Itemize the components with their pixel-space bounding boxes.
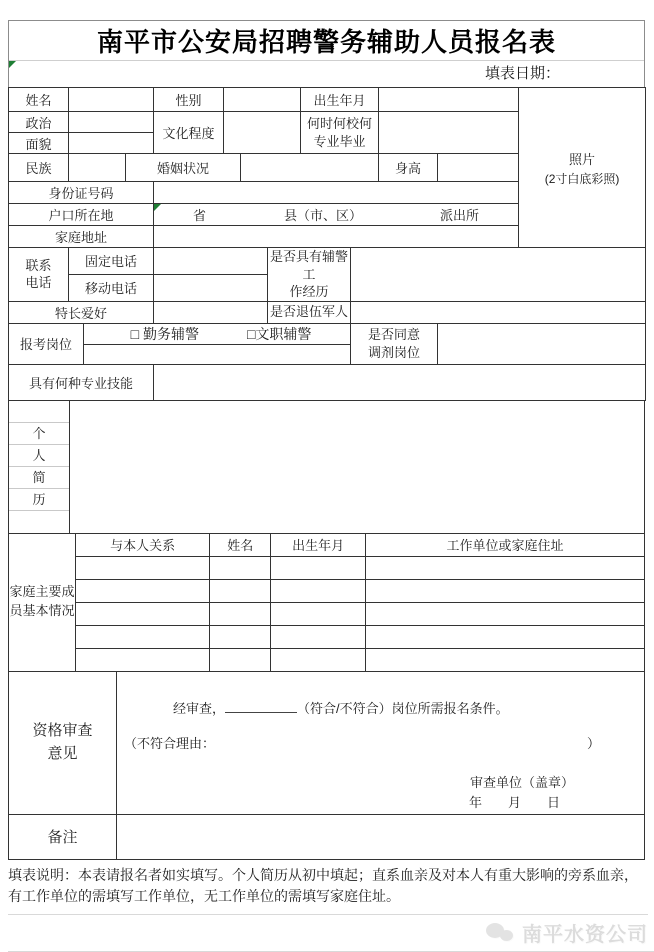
member-work-cell[interactable] [365,556,644,579]
member-work-cell[interactable] [365,648,644,671]
marital-input-cell[interactable] [241,154,379,182]
hukou-province-label: 省 [193,208,207,223]
mobile-phone-input-cell[interactable] [154,274,268,301]
photo-cell[interactable] [519,88,646,248]
name-label: 姓名 [9,88,69,112]
hobbies-input-cell[interactable] [154,301,268,323]
clerical-aux-checkbox[interactable]: □文职辅警 [246,325,312,342]
contact-phone-label: 联系 电话 [9,248,69,302]
filling-instructions [8,865,648,915]
table-row [9,323,646,344]
ethnicity-input-cell[interactable] [69,154,126,182]
resume-input-area[interactable] [70,401,644,533]
watermark-row [8,915,654,952]
application-form-sheet [8,20,645,860]
member-work-cell[interactable] [365,625,644,648]
relation-header: 与本人关系 [76,534,210,557]
id-number-input-cell[interactable] [154,182,519,204]
relation-cell[interactable] [76,602,210,625]
personal-info-table [8,87,646,401]
remarks-input-area[interactable] [117,815,644,859]
resume-section [8,401,645,534]
family-member-row [76,648,644,671]
birth-input-cell[interactable] [379,88,519,112]
chat-bubbles-icon [486,921,516,945]
fill-date-label: 填表日期： [484,65,560,82]
cell-marker-icon [9,61,16,68]
adjust-position-label: 是否同意 调剂岗位 [351,323,438,364]
ethnicity-label: 民族 [9,154,69,182]
member-name-cell[interactable] [210,648,271,671]
table-row [9,248,646,275]
form-title: 南平市公安局招聘警务辅助人员报名表 [96,27,556,57]
position-input-cell[interactable] [84,344,351,364]
member-birth-cell[interactable] [271,556,366,579]
family-header-row [76,534,644,557]
fixed-phone-label: 固定电话 [69,248,154,275]
member-work-header: 工作单位或家庭住址 [365,534,644,557]
instructions-line1: 填表说明：本表请报名者如实填写。个人简历从初中填起；直系血亲及对本人有重大影响的旁系血亲， [8,866,638,883]
family-member-row [76,625,644,648]
review-reason-line: （不符合理由： ） [124,735,600,751]
aux-experience-input-cell[interactable] [351,248,646,302]
hukou-county-label: 县（市、区） [284,208,363,223]
table-row [9,364,646,400]
skills-input-cell[interactable] [154,364,646,400]
member-birth-cell[interactable] [271,602,366,625]
relation-cell[interactable] [76,579,210,602]
remarks-label: 备注 [9,815,117,859]
political-label-line2: 面貌 [9,133,69,154]
education-input-cell[interactable] [224,112,301,154]
resume-char: 历 [9,489,69,511]
position-checkbox-cell [84,323,351,344]
marital-label: 婚姻状况 [126,154,241,182]
graduation-label: 何时何校何 专业毕业 [301,112,379,154]
review-section-label: 资格审查 意见 [9,672,117,814]
review-result-line: 经审查， （符合/不符合）岗位所需报名条件。 [173,700,509,716]
family-table [76,534,644,671]
member-birth-cell[interactable] [271,579,366,602]
review-date-line: 年 月 日 [468,794,560,810]
relation-cell[interactable] [76,648,210,671]
hukou-label: 户口所在地 [9,204,154,226]
member-name-cell[interactable] [210,625,271,648]
hukou-police-label: 派出所 [440,208,480,223]
title-block [8,20,645,87]
table-row [9,301,646,323]
member-name-cell[interactable] [210,579,271,602]
family-member-row [76,556,644,579]
home-address-label: 家庭地址 [9,226,154,248]
home-address-input-cell[interactable] [154,226,519,248]
political-label-line1: 政治 [9,112,69,133]
duty-aux-checkbox[interactable]: □ 勤务辅警 [130,325,199,342]
political-input-cell2[interactable] [69,133,154,154]
mobile-phone-label: 移动电话 [69,274,154,301]
watermark-text: 南平水资公司 [522,924,648,947]
veteran-input-cell[interactable] [351,301,646,323]
member-name-cell[interactable] [210,602,271,625]
instructions-line2: 有工作单位的需填写工作单位，无工作单位的需填写家庭住址。 [8,887,400,904]
political-input-cell[interactable] [69,112,154,133]
family-member-row [76,602,644,625]
resume-char: 简 [9,467,69,489]
name-input-cell[interactable] [69,88,154,112]
height-label: 身高 [379,154,438,182]
review-result-blank[interactable] [225,700,297,713]
adjust-position-input-cell[interactable] [438,323,646,364]
hobbies-label: 特长爱好 [9,301,154,323]
fixed-phone-input-cell[interactable] [154,248,268,275]
qualification-review-section [8,672,645,815]
veteran-label: 是否退伍军人 [268,301,351,323]
table-row [9,88,646,112]
graduation-input-cell[interactable] [379,112,519,154]
height-input-cell[interactable] [438,154,519,182]
education-label: 文化程度 [154,112,224,154]
member-work-cell[interactable] [365,579,644,602]
relation-cell[interactable] [76,625,210,648]
cell-marker-icon [154,204,161,211]
gender-label: 性别 [154,88,224,112]
review-content-area[interactable] [117,672,644,814]
photo-label: 照片 [569,151,596,167]
hukou-input-cell[interactable] [154,204,519,226]
skills-label: 具有何种专业技能 [9,364,154,400]
family-section [8,534,645,672]
resume-char: 个 [9,423,69,445]
remarks-section [8,815,645,860]
family-member-row [76,579,644,602]
position-label: 报考岗位 [9,323,84,364]
resume-label-column [9,401,70,533]
member-name-header: 姓名 [210,534,271,557]
member-birth-cell[interactable] [271,625,366,648]
review-stamp-line: 审查单位（盖章） [469,774,574,790]
family-section-label: 家庭主要成 员基本情况 [9,534,76,671]
relation-cell[interactable] [76,556,210,579]
member-birth-header: 出生年月 [271,534,366,557]
member-birth-cell[interactable] [271,648,366,671]
member-work-cell[interactable] [365,602,644,625]
member-name-cell[interactable] [210,556,271,579]
photo-spec-label: (2寸白底彩照) [544,171,620,186]
birth-label: 出生年月 [301,88,379,112]
fill-date-row [9,60,644,87]
aux-experience-label: 是否具有辅警工 作经历 [268,248,351,302]
resume-char: 人 [9,445,69,467]
gender-input-cell[interactable] [224,88,301,112]
id-number-label: 身份证号码 [9,182,154,204]
